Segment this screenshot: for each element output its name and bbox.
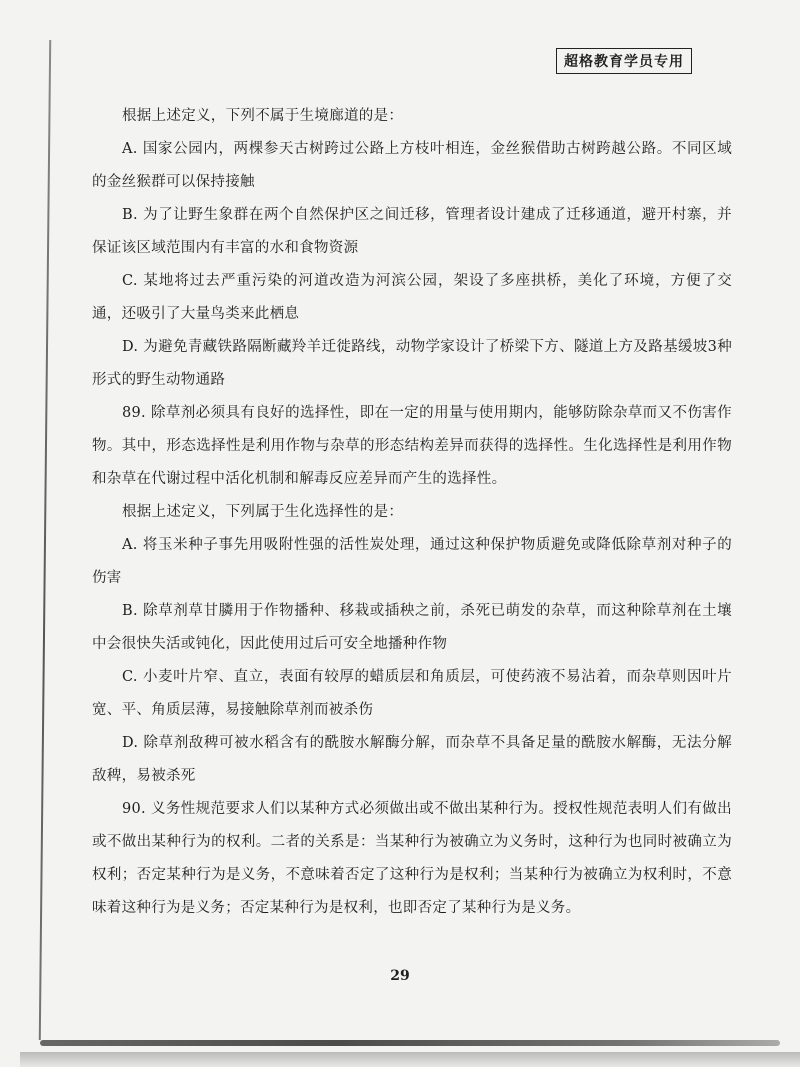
bottom-shadow (20, 1052, 800, 1067)
q89-option-a: A. 将玉米种子事先用吸附性强的活性炭处理，通过这种保护物质避免或降低除草剂对种子的伤害 (92, 537, 732, 586)
q90-definition: 90. 义务性规范要求人们以某种方式必须做出或不做出某种行为。授权性规范表明人们有做出或不做出某种行为的权利。二者的关系是：当某种行为被确立为义务时，这种行为也同时被确立为权利；否定某种行为是义务，不意味着否定了这种行为是权利；当某种行为被确立为权利时，不意味着这种行为是义务；否定某种行为是权利，也即否定了某种行为是义务。 (92, 801, 732, 916)
q88-option-a: A. 国家公园内，两棵参天古树跨过公路上方枝叶相连，金丝猴借助古树跨越公路。不同区域的金丝猴群可以保持接触 (92, 141, 732, 190)
q89-stem: 根据上述定义，下列属于生化选择性的是： (122, 504, 404, 520)
q88-option-c: C. 某地将过去严重污染的河道改造为河滨公园，架设了多座拱桥，美化了环境，方便了交通，还吸引了大量鸟类来此栖息 (92, 273, 732, 322)
q88-stem: 根据上述定义，下列不属于生境廊道的是： (122, 108, 404, 124)
header-badge: 超格教育学员专用 (556, 48, 692, 74)
q88-option-d: D. 为避免青藏铁路隔断藏羚羊迁徙路线，动物学家设计了桥梁下方、隧道上方及路基缓坡3种形式的野生动物通路 (92, 339, 732, 388)
q89-option-d: D. 除草剂敌稗可被水稻含有的酰胺水解酶分解，而杂草不具备足量的酰胺水解酶，无法分解敌稗，易被杀死 (92, 735, 732, 784)
page-content (92, 100, 732, 925)
q89-definition: 89. 除草剂必须具有良好的选择性，即在一定的用量与使用期内，能够防除杂草而又不伤害作物。其中，形态选择性是利用作物与杂草的形态结构差异而获得的选择性。生化选择性是利用作物和杂草在代谢过程中活化机制和解毒反应差异而产生的选择性。 (92, 405, 732, 487)
q89-option-b: B. 除草剂草甘膦用于作物播种、移栽或插秧之前，杀死已萌发的杂草，而这种除草剂在土壤中会很快失活或钝化，因此使用过后可安全地播种作物 (92, 603, 732, 652)
q88-option-b: B. 为了让野生象群在两个自然保护区之间迁移，管理者设计建成了迁移通道，避开村寨，并保证该区域范围内有丰富的水和食物资源 (92, 207, 732, 256)
page-number: 29 (390, 968, 410, 984)
page-binding-edge (39, 40, 51, 1040)
q89-option-c: C. 小麦叶片窄、直立，表面有较厚的蜡质层和角质层，可使药液不易沾着，而杂草则因叶片宽、平、角质层薄，易接触除草剂而被杀伤 (92, 669, 732, 718)
bottom-page-edge (40, 1040, 780, 1046)
